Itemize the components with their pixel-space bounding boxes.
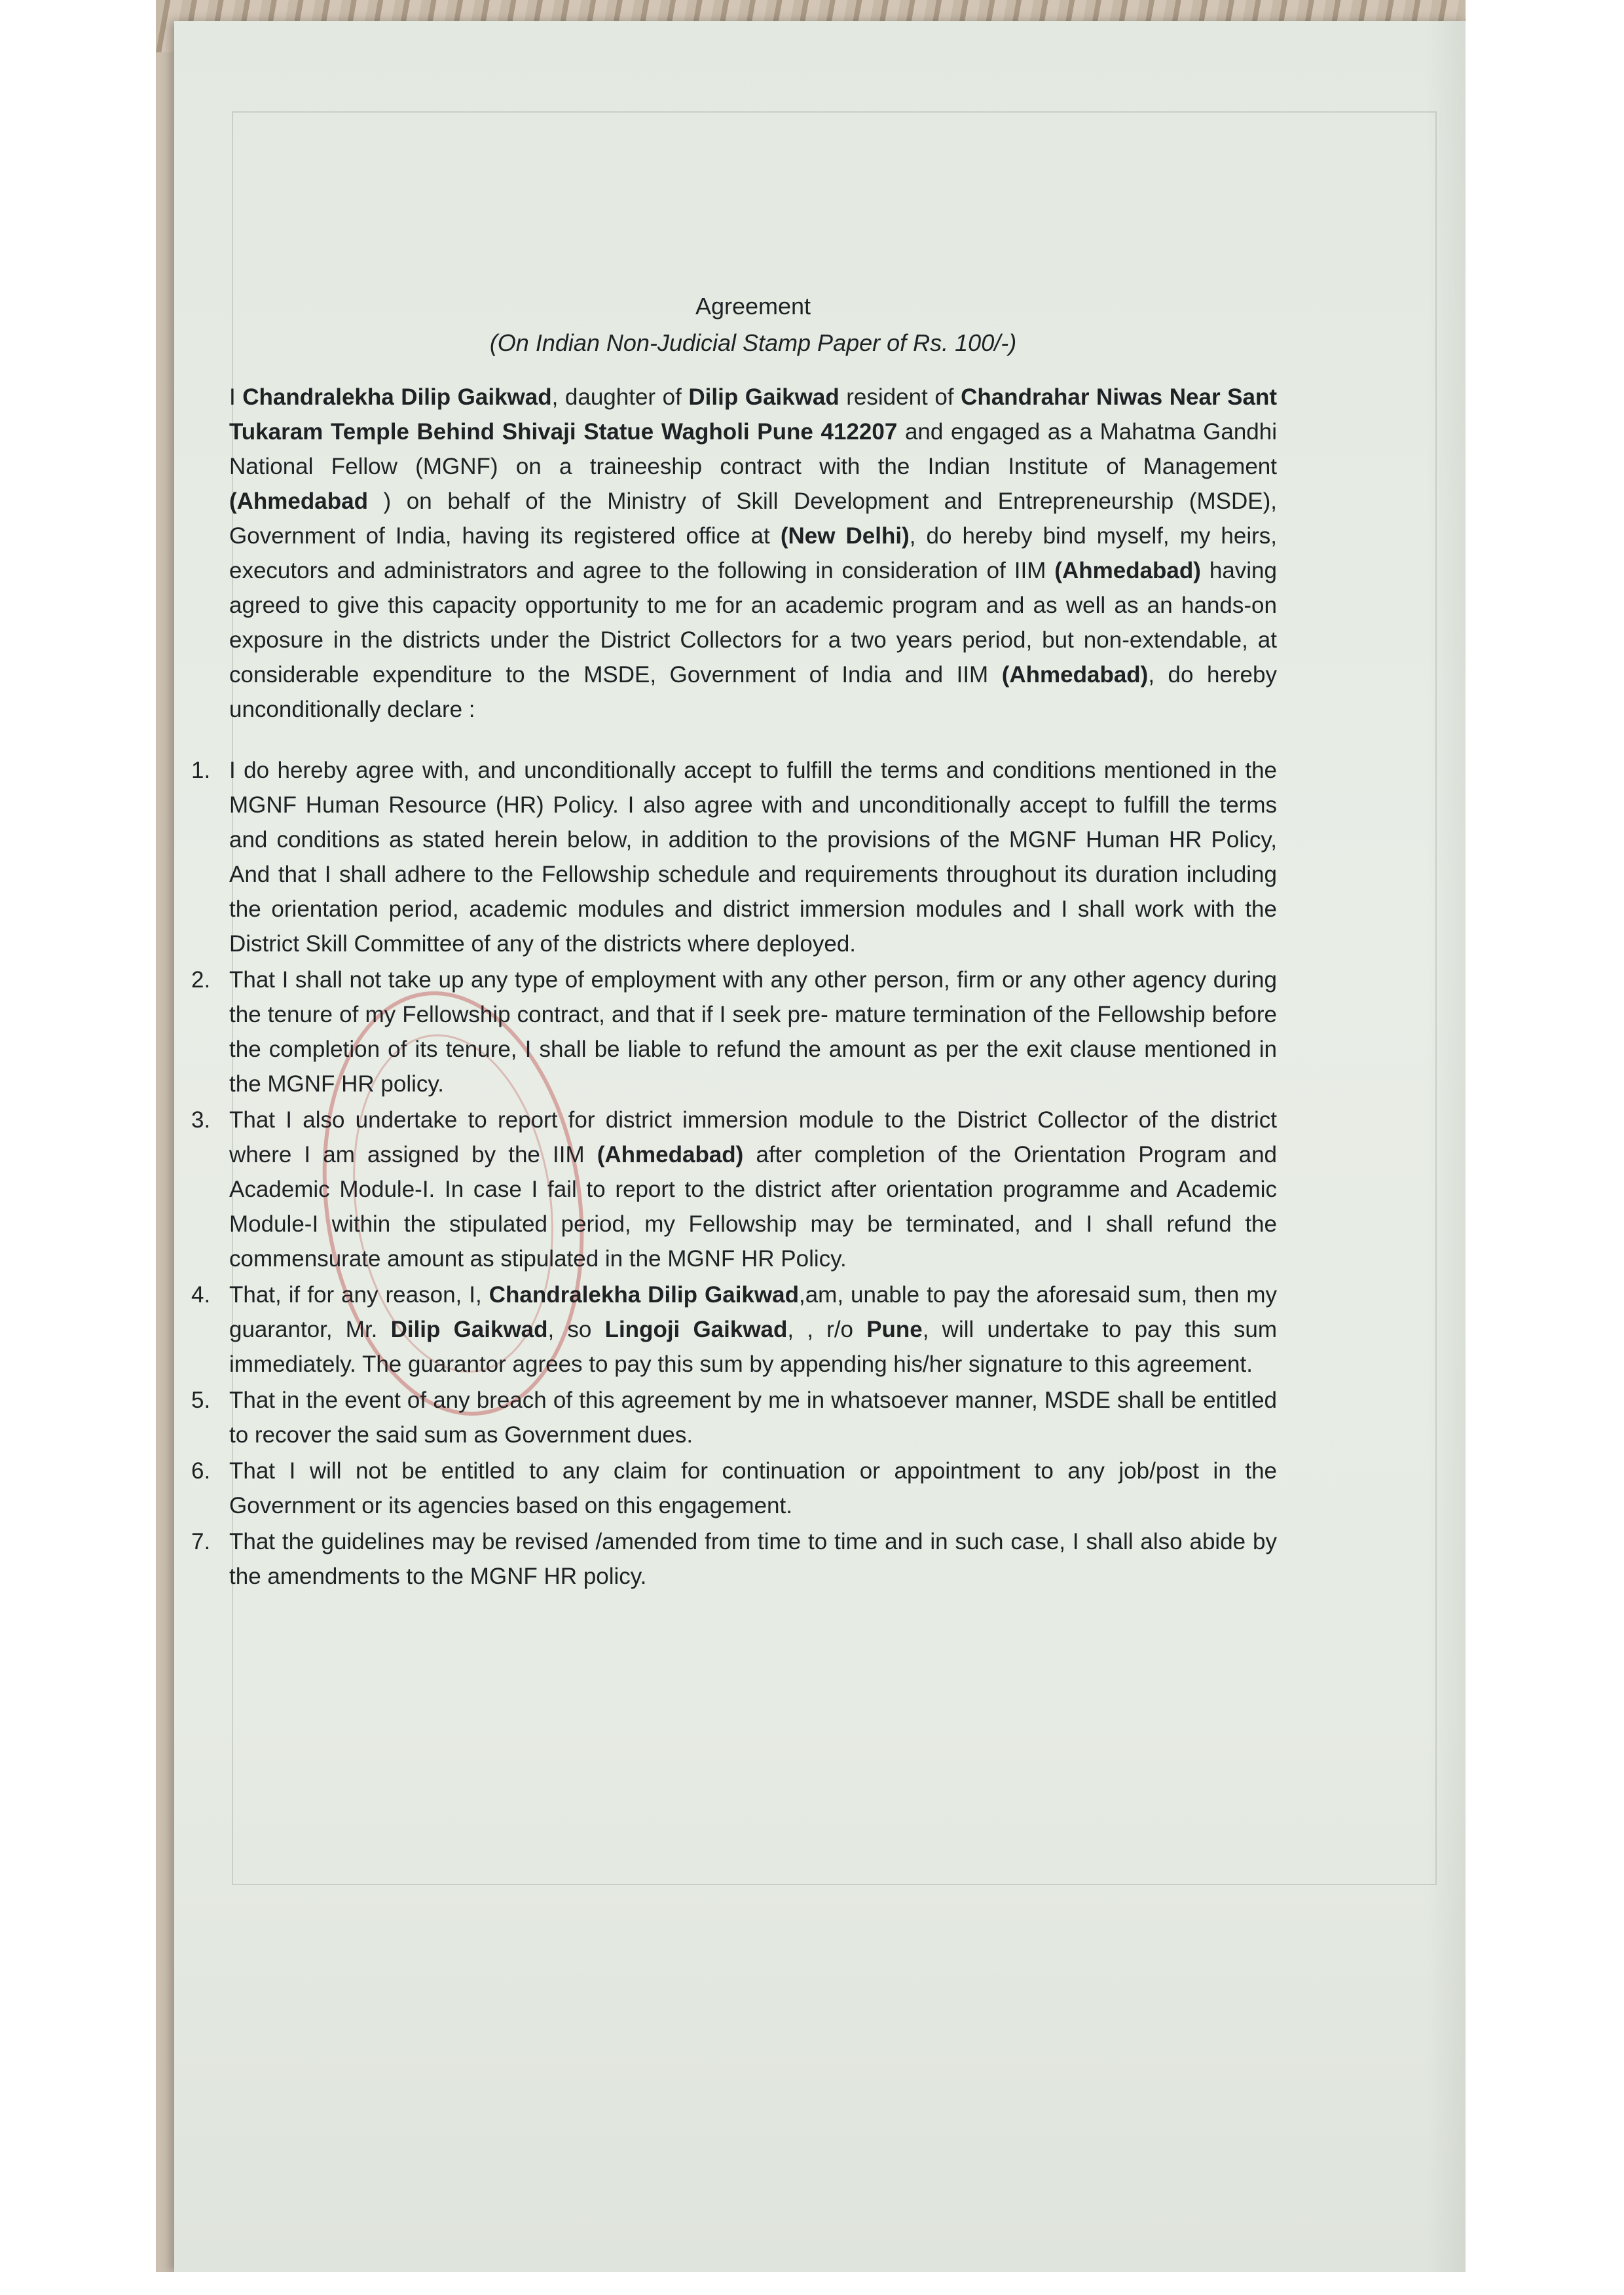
bold-text-run: Lingoji Gaikwad (604, 1317, 788, 1342)
text-run: That, if for any reason, I, (229, 1282, 489, 1308)
bold-text-run: Dilip Gaikwad (390, 1317, 548, 1342)
agreement-document (191, 288, 1278, 1595)
bold-text-run: (Ahmedabad) (1001, 662, 1149, 688)
intro-paragraph (229, 380, 1277, 727)
clause-item (191, 1103, 1277, 1276)
text-run: That I will not be entitled to any claim for continuation or appointment to any job/post in the Government or its agencies based on this engagement. (229, 1458, 1277, 1518)
bold-text-run: Chandralekha Dilip Gaikwad (242, 384, 552, 410)
text-run: That in the event of any breach of this agreement by me in whatsoever manner, MSDE shall be entitled to recover the said sum as Government dues. (229, 1387, 1277, 1448)
clause-number: 4. (191, 1282, 211, 1308)
bold-text-run: Chandralekha Dilip Gaikwad (489, 1282, 799, 1308)
bold-text-run: (Ahmedabad (229, 488, 368, 514)
clause-item (191, 1524, 1277, 1594)
text-run: I (229, 384, 243, 410)
text-run: , will undertake to pay this sum immediately. The guarantor agrees to pay this sum by appending his/her signature to this agreement. (229, 1317, 1278, 1377)
text-run: , so (547, 1317, 605, 1342)
text-run: That I also undertake to report for district immersion module to the District Collector of the district where I am assigned by the IIM (229, 1107, 1277, 1167)
bold-text-run: Pune (866, 1317, 923, 1342)
bold-text-run: Dilip Gaikwad (688, 384, 840, 410)
bold-text-run: (New Delhi) (780, 523, 910, 549)
text-run: resident of (839, 384, 961, 410)
document-title: Agreement (695, 293, 811, 320)
text-run: ) on behalf of the Ministry of Skill Development and Entrepreneurship (MSDE), Government of India, having its registered office at (229, 488, 1277, 549)
clause-number: 6. (191, 1458, 211, 1484)
clause-item (191, 963, 1277, 1101)
clause-number: 5. (191, 1387, 211, 1413)
text-run: That I shall not take up any type of employment with any other person, firm or any other agency during the tenure of my Fellowship contract, and that if I seek pre- mature termination of the Fellowship before the completion of its tenure, I shall be liable to refund the amount as per the exit clause mentioned in the MGNF HR policy. (229, 967, 1277, 1097)
clause-item (191, 1454, 1277, 1523)
text-run: , daughter of (551, 384, 689, 410)
text-run: having agreed to give this capacity opportunity to me for an academic program and as well as an hands-on exposure in the districts under the District Collectors for a two years period, but non-extendable, at considerable expenditure to the MSDE, Government of India and IIM (229, 558, 1277, 688)
text-run: That the guidelines may be revised /amended from time to time and in such case, I shall also abide by the amendments to the MGNF HR policy. (229, 1529, 1277, 1589)
text-run: ,am, unable to pay the aforesaid sum, then my guarantor, Mr. (229, 1282, 1277, 1342)
clause-number: 3. (191, 1107, 211, 1133)
clause-list (191, 753, 1278, 1594)
bold-text-run: (Ahmedabad) (597, 1142, 744, 1167)
text-run: , do hereby unconditionally declare : (229, 662, 1277, 722)
text-run: , , r/o (787, 1317, 867, 1342)
clause-number: 1. (191, 758, 211, 783)
clause-item (191, 1383, 1277, 1452)
clause-item (191, 1277, 1278, 1382)
clause-number: 2. (191, 967, 211, 993)
text-run: , do hereby bind myself, my heirs, executors and administrators and agree to the following in consideration of IIM (229, 523, 1277, 583)
bold-text-run: (Ahmedabad) (1054, 558, 1201, 583)
clause-number: 7. (191, 1529, 211, 1554)
text-run: I do hereby agree with, and unconditionally accept to fulfill the terms and conditions mentioned in the MGNF Human Resource (HR) Policy. I also agree with and unconditionally accept to fulfill the terms and conditions as stated herein below, in addition to the provisions of the MGNF Human HR Policy, And that I shall adhere to the Fellowship schedule and requirements throughout its duration including the orientation period, academic modules and district immersion modules and I shall work with the District Skill Committee of any of the districts where deployed. (229, 758, 1277, 957)
document-subtitle: (On Indian Non-Judicial Stamp Paper of Rs. 100/-) (489, 329, 1017, 356)
bold-text-run: Chandrahar Niwas Near Sant Tukaram Temple Behind Shivaji Statue Wagholi Pune 412207 (229, 384, 1277, 445)
clause-item (191, 753, 1277, 961)
text-run: and engaged as a Mahatma Gandhi National Fellow (MGNF) on a traineeship contract with the Indian Institute of Management (229, 419, 1277, 479)
text-run: after completion of the Orientation Program and Academic Module-I. In case I fail to report to the district after orientation programme and Academic Module-I within the stipulated period, my Fellowship may be terminated, and I shall refund the commensurate amount as stipulated in the MGNF HR Policy. (229, 1142, 1277, 1272)
